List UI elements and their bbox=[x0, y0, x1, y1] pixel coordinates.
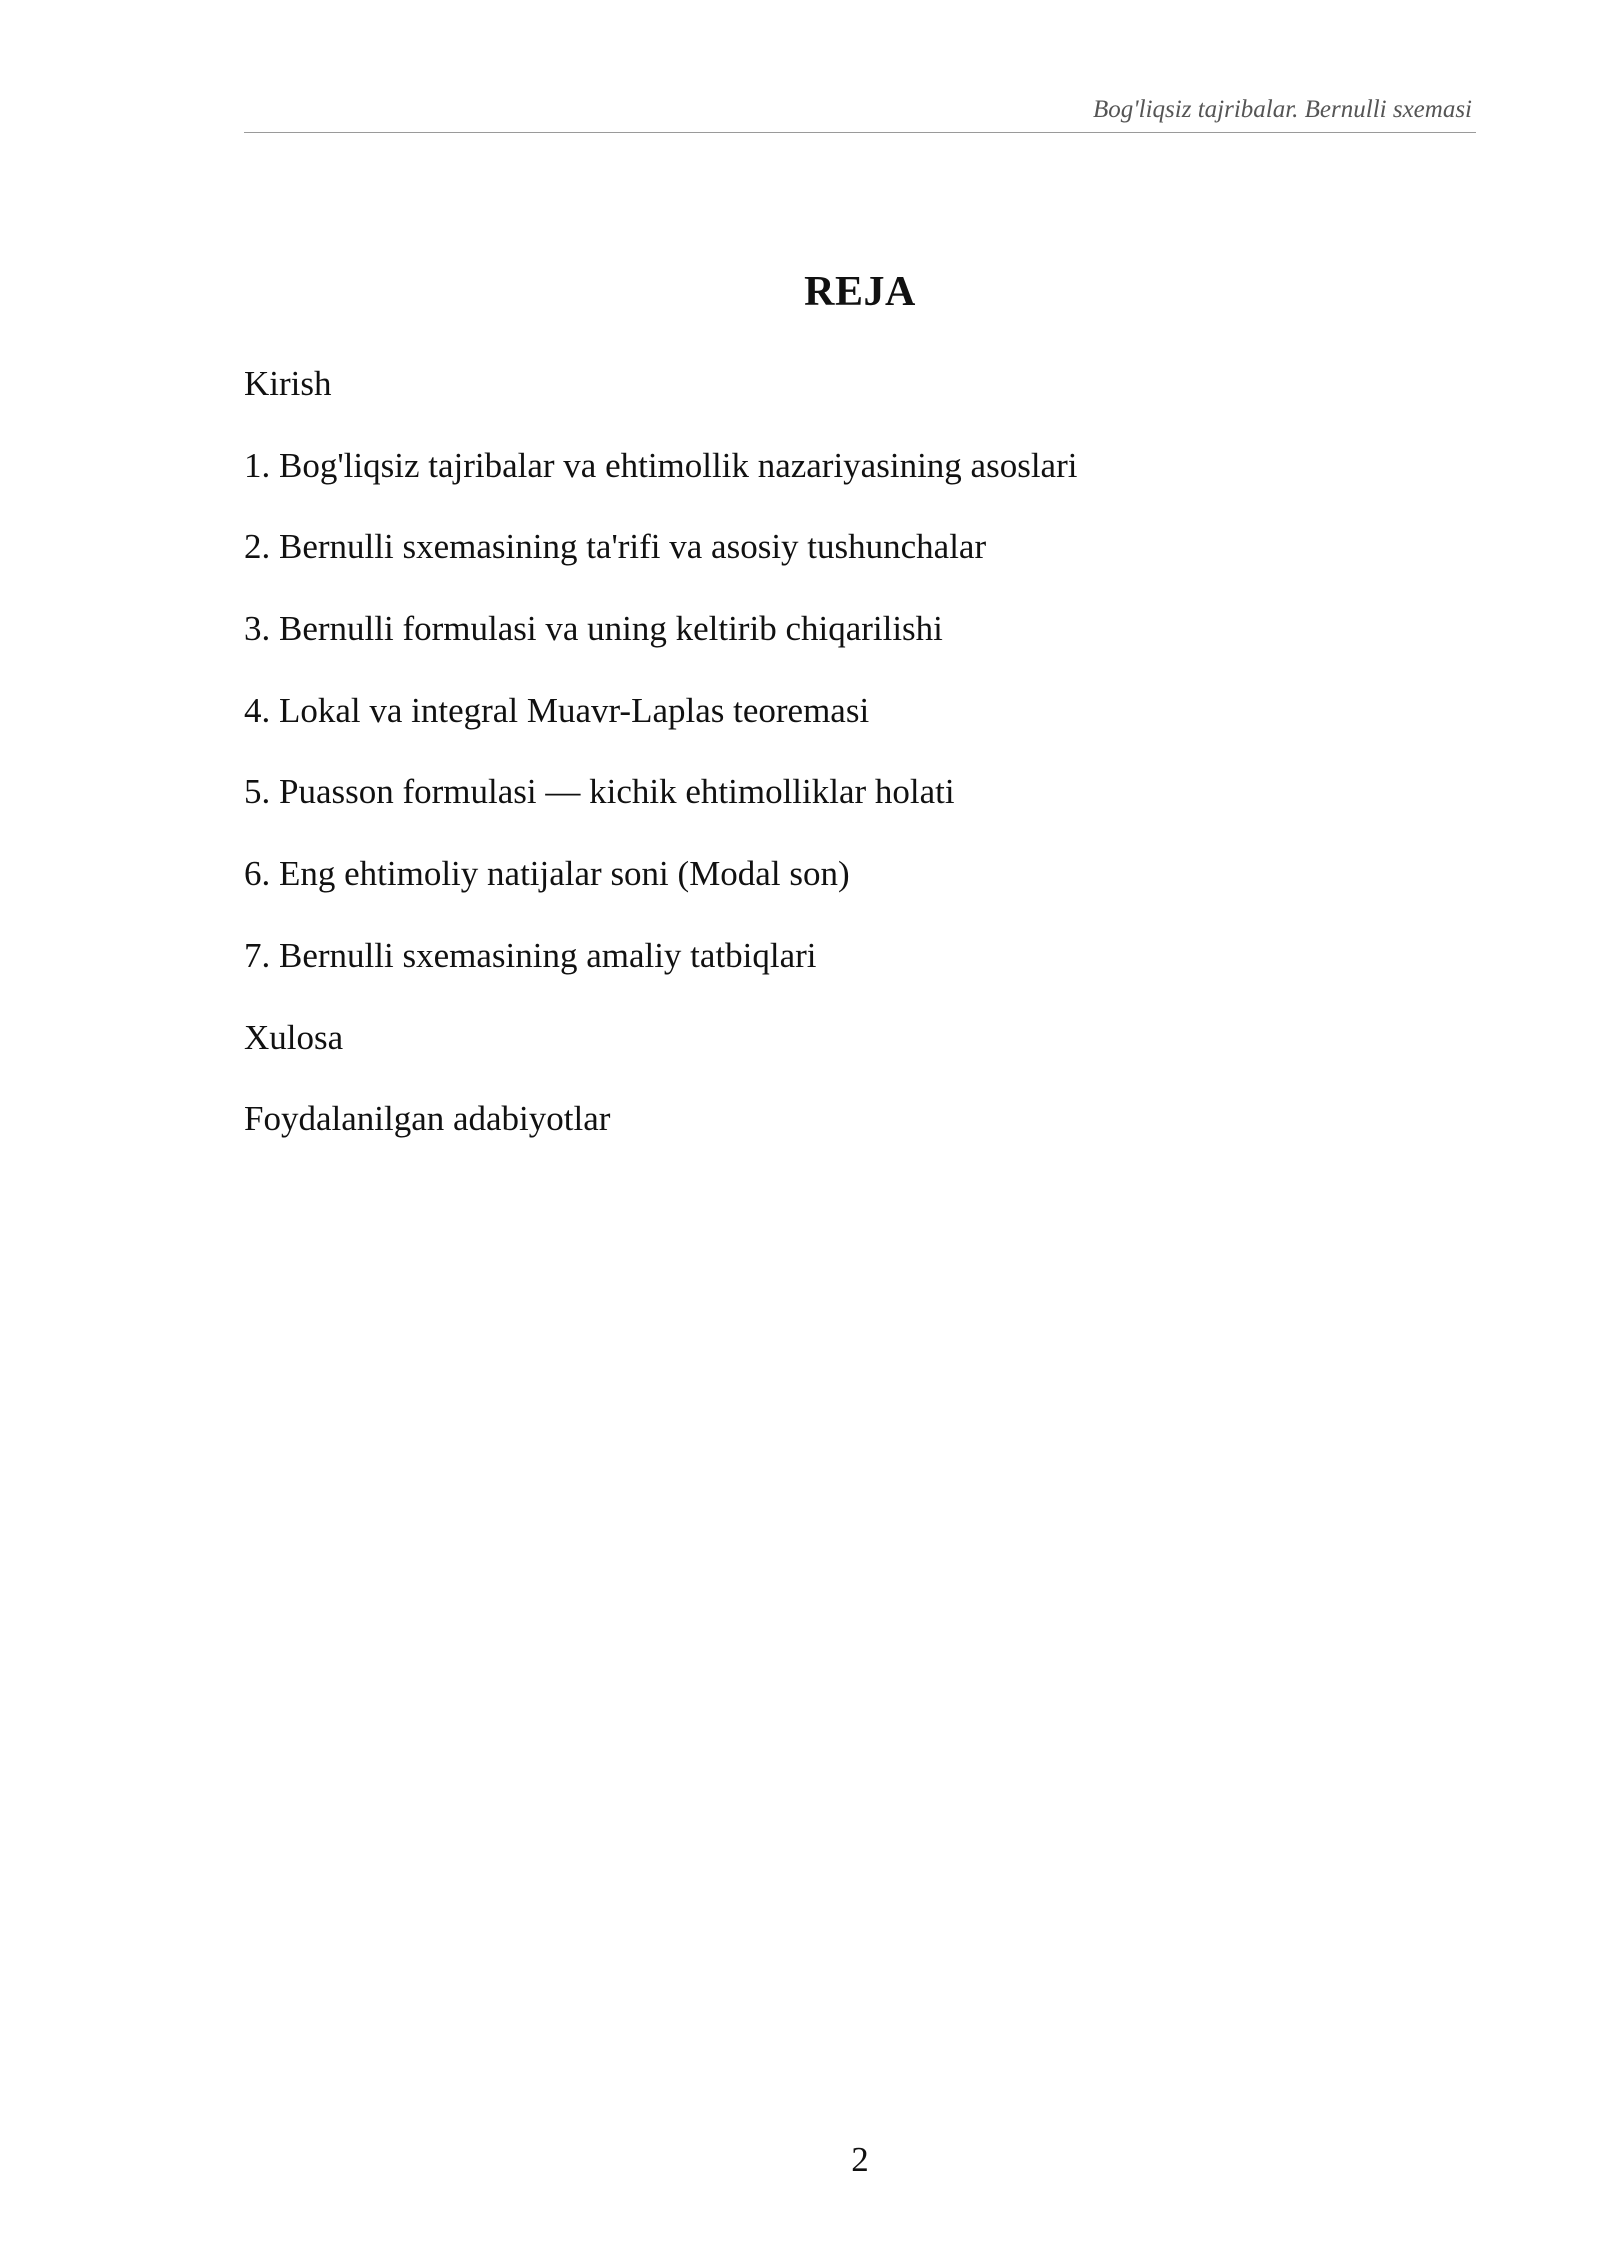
outline-item-2: 2. Bernulli sxemasining ta'rifi va asosiy tushunchalar bbox=[244, 527, 987, 567]
running-header bbox=[244, 92, 1476, 133]
outline-item-conclusion: Xulosa bbox=[244, 1017, 344, 1057]
page-title: REJA bbox=[804, 269, 916, 315]
outline-item-7: 7. Bernulli sxemasining amaliy tatbiqlari bbox=[244, 935, 817, 975]
outline-item-3: 3. Bernulli formulasi va uning keltirib chiqarilishi bbox=[244, 609, 943, 649]
running-header-title: Bog'liqsiz tajribalar. Bernulli sxemasi bbox=[1093, 96, 1472, 123]
page-number: 2 bbox=[851, 2140, 869, 2179]
outline-item-introduction: Kirish bbox=[244, 364, 332, 403]
outline-item-references: Foydalanilgan adabiyotlar bbox=[244, 1099, 611, 1139]
outline-item-4: 4. Lokal va integral Muavr-Laplas teoremasi bbox=[244, 690, 870, 730]
outline-item-1: 1. Bog'liqsiz tajribalar va ehtimollik nazariyasining asoslari bbox=[244, 445, 1078, 485]
outline-item-6: 6. Eng ehtimoliy natijalar soni (Modal son) bbox=[244, 854, 850, 894]
outline-item-5: 5. Puasson formulasi — kichik ehtimolliklar holati bbox=[244, 772, 955, 812]
plan-outline bbox=[244, 360, 1476, 1177]
